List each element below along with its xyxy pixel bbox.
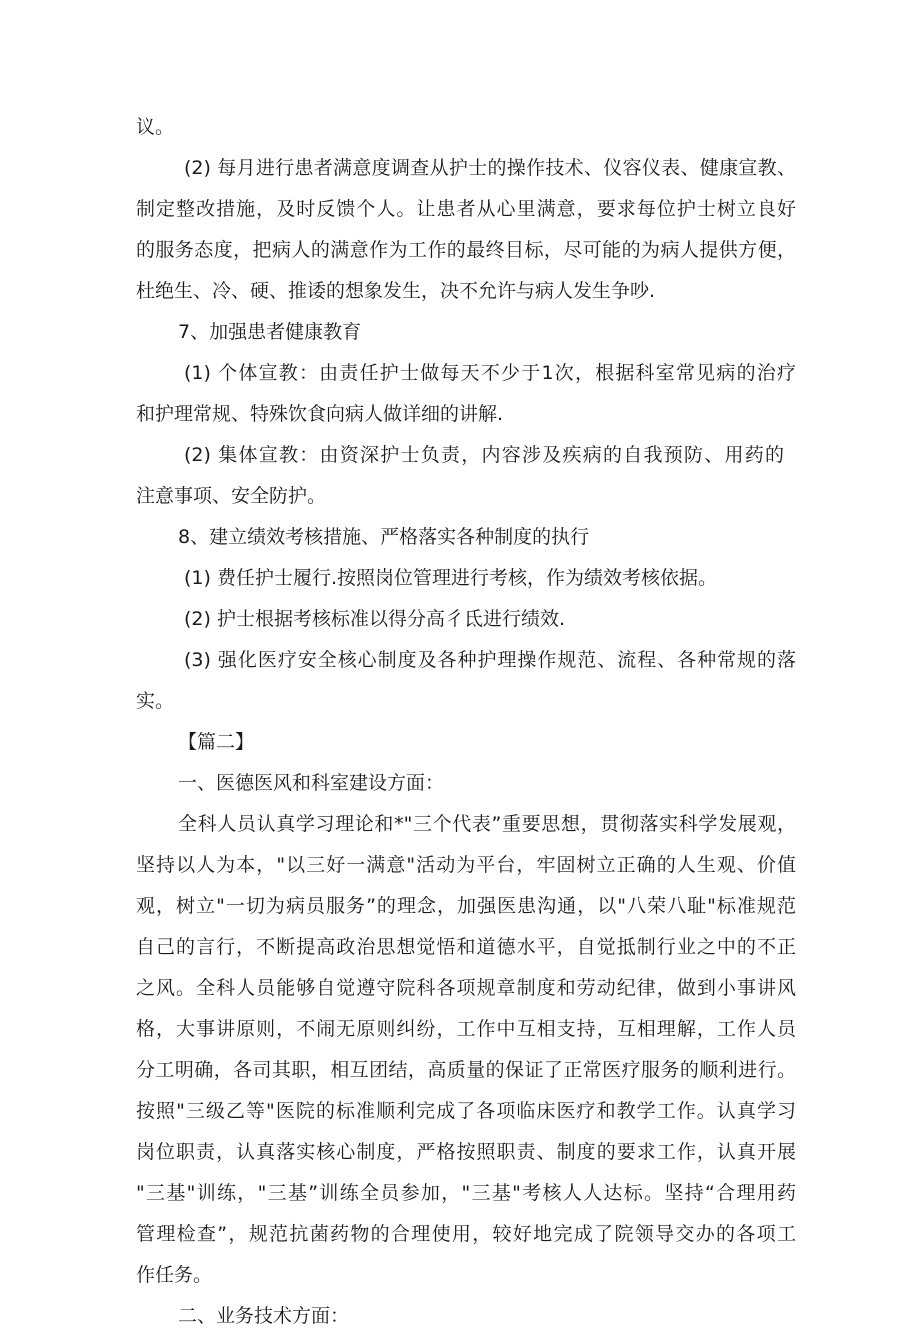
document-body (136, 107, 796, 1337)
text-line: 全科人员认真学习理论和*"三个代表”重要思想，贯彻落实科学发展观， (178, 813, 796, 835)
text-line: 杜绝生、冷、硬、推诿的想象发生，决不允许与病人发生争吵. (136, 280, 656, 302)
text-line: 议。 (136, 116, 175, 138)
section-heading: 8、建立绩效考核措施、严格落实各种制度的执行 (178, 526, 590, 548)
text-line: 管理检查”，规范抗菌药物的合理使用，较好地完成了院领导交办的各项工 (136, 1223, 796, 1245)
text-line: 之风。全科人员能够自觉遵守院科各项规章制度和劳动纪律，做到小事讲风 (136, 977, 796, 999)
text-line: (2) 每月进行患者满意度调查从护士的操作技术、仪容仪表、健康宣教、 (184, 157, 796, 179)
text-line: (1) 个体宣教：由责任护士做每天不少于1次，根据科室常见病的治疗 (184, 362, 796, 384)
text-line: 注意事项、安全防护。 (136, 485, 327, 507)
text-line: 实。 (136, 690, 175, 712)
text-line: 自己的言行，不断提高政治思想觉悟和道德水平，自觉抵制行业之中的不正 (136, 936, 796, 958)
section-heading: 7、加强患者健康教育 (178, 321, 362, 343)
part-heading: 【篇二】 (178, 731, 255, 753)
text-line: 分工明确，各司其职，相互团结，高质量的保证了正常医疗服务的顺利进行。 (136, 1059, 796, 1081)
text-line: 制定整改措施，及时反馈个人。让患者从心里满意，要求每位护士树立良好 (136, 198, 796, 220)
text-line: 岗位职责，认真落实核心制度，严格按照职责、制度的要求工作，认真开展 (136, 1141, 796, 1163)
text-line: (1) 费任护士履行.按照岗位管理进行考核，作为绩效考核依据。 (184, 567, 717, 589)
text-line: 观，树立"一切为病员服务”的理念，加强医患沟通，以"八荣八耻"标准规范 (136, 895, 796, 917)
text-line: 的服务态度，把病人的满意作为工作的最终目标，尽可能的为病人提供方便， (136, 239, 796, 261)
text-line: 按照"三级乙等"医院的标准顺利完成了各项临床医疗和教学工作。认真学习 (136, 1100, 796, 1122)
section-heading: 二、业务技术方面： (178, 1305, 350, 1327)
text-line: (2) 集体宣教：由资深护士负责，内容涉及疾病的自我预防、用药的 (184, 444, 784, 466)
text-line: 格，大事讲原则，不闹无原则纠纷，工作中互相支持，互相理解，工作人员 (136, 1018, 796, 1040)
text-line: 坚持以人为本，"以三好一满意"活动为平台，牢固树立正确的人生观、价值 (136, 854, 796, 876)
text-line: 和护理常规、特殊饮食向病人做详细的讲解. (136, 403, 504, 425)
text-line: (3) 强化医疗安全核心制度及各种护理操作规范、流程、各种常规的落 (184, 649, 796, 671)
text-line: "三基"训练，"三基”训练全员参加，"三基"考核人人达标。坚持“合理用药 (136, 1182, 796, 1204)
section-heading: 一、医德医风和科室建设方面： (178, 772, 445, 794)
text-line: 作任务。 (136, 1264, 213, 1286)
text-line: (2) 护士根据考核标准以得分高彳氐进行绩效. (184, 608, 565, 630)
